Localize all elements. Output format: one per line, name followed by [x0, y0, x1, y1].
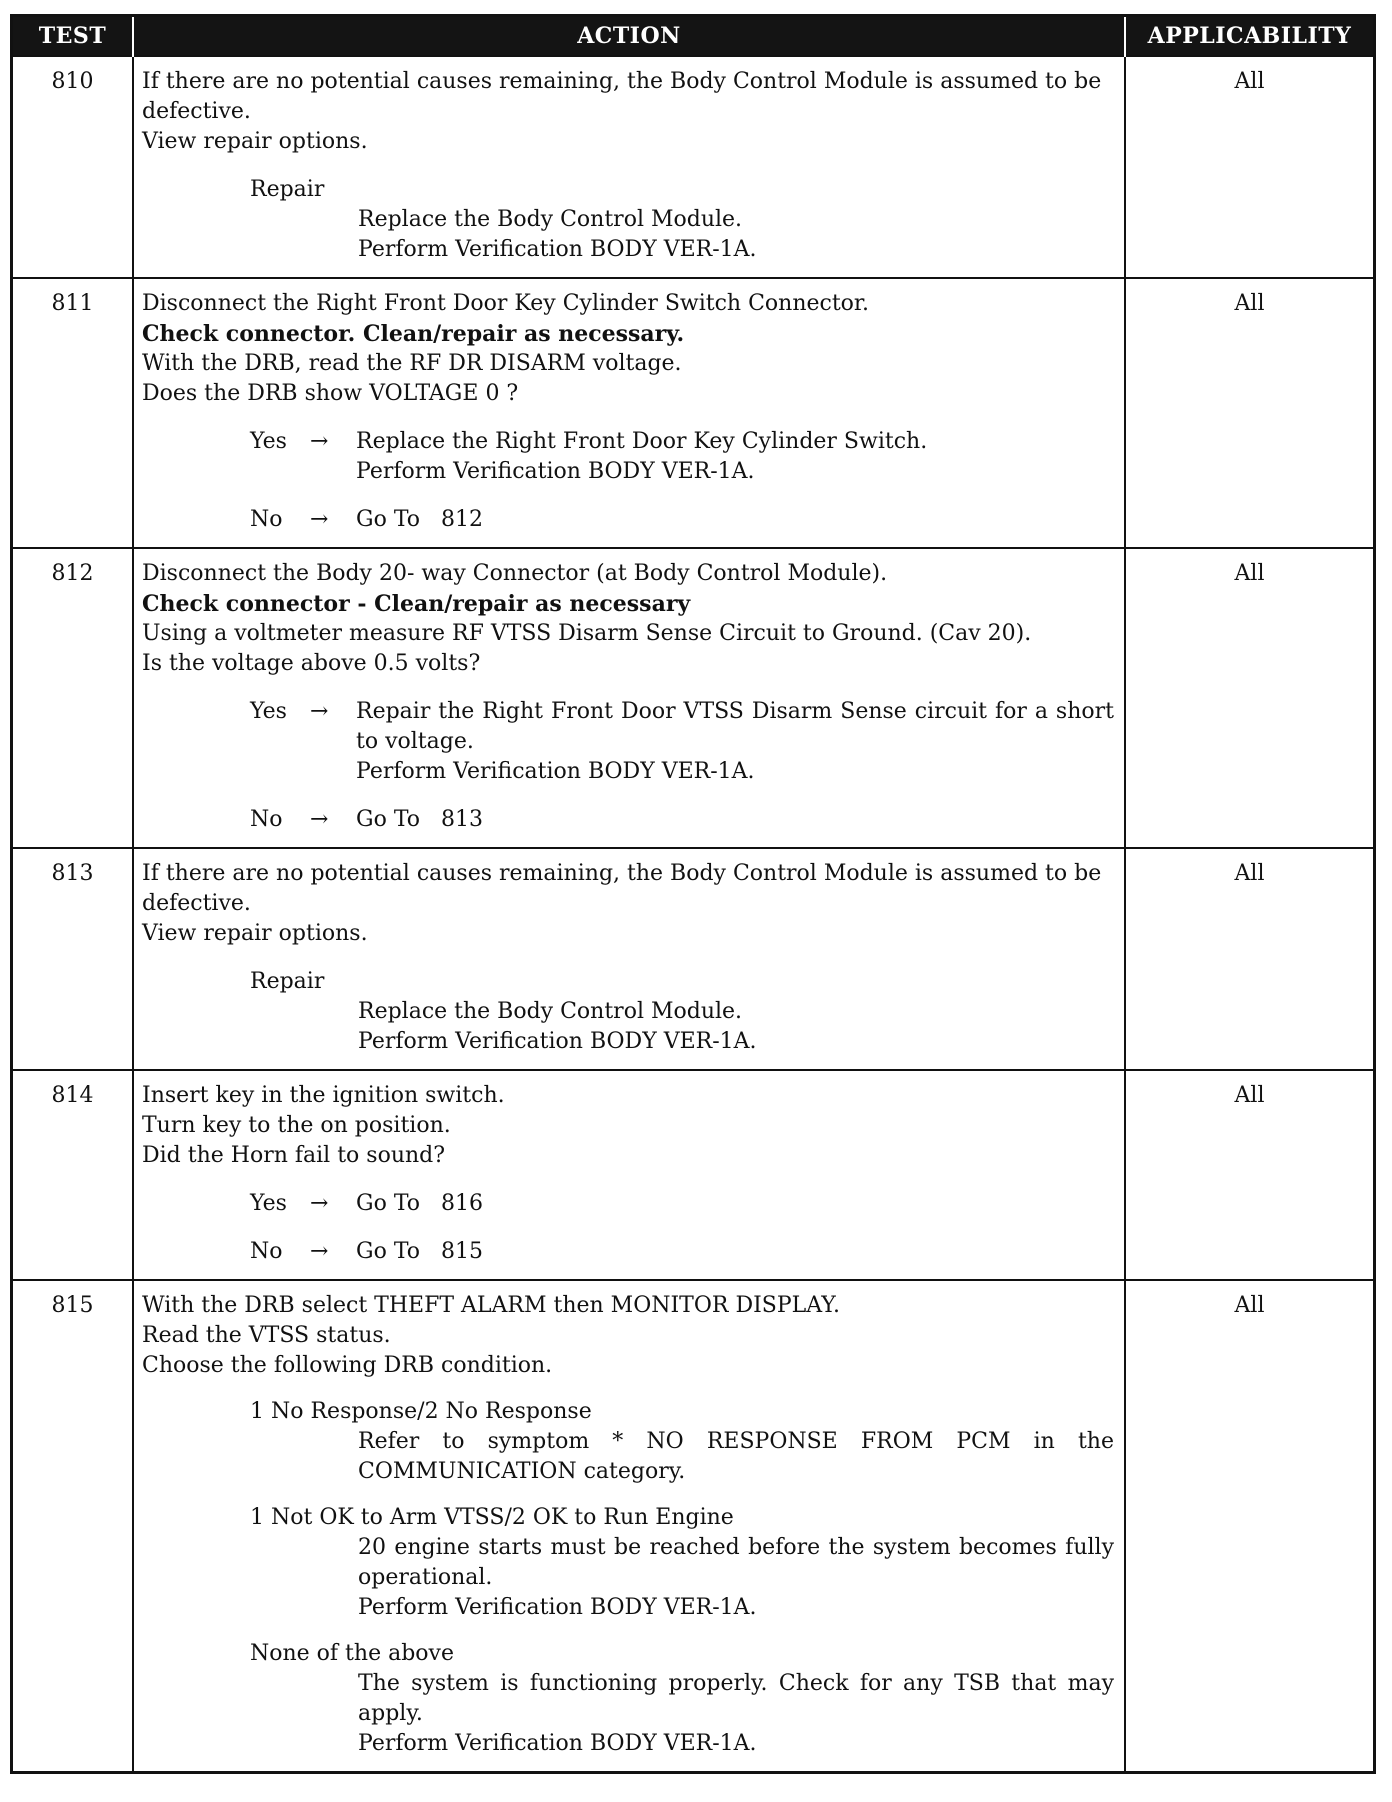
- action-line: Did the Horn fail to sound?: [142, 1143, 446, 1168]
- applicability-value: All: [1125, 1280, 1373, 1771]
- action-line: Turn key to the on position.: [142, 1113, 451, 1138]
- test-row-814: [13, 1070, 1373, 1280]
- repair-step: Replace the Body Control Module.: [358, 207, 743, 232]
- no-label: No: [250, 807, 283, 832]
- condition-step: Perform Verification BODY VER-1A.: [358, 1595, 757, 1620]
- no-branch: [142, 505, 1114, 535]
- condition-step: Perform Verification BODY VER-1A.: [358, 1731, 757, 1756]
- action-line: With the DRB, read the RF DR DISARM voltage.: [142, 351, 682, 376]
- condition-label: 1 No Response/2 No Response: [250, 1399, 592, 1424]
- action-line: View repair options.: [142, 129, 368, 154]
- repair-step: Replace the Body Control Module.: [358, 999, 743, 1024]
- no-branch: [142, 1237, 1114, 1267]
- condition-step: 20 engine starts must be reached before the system becomes fully operational.: [358, 1535, 1114, 1590]
- action-line: Is the voltage above 0.5 volts?: [142, 651, 481, 676]
- action-line-emphasis: Check connector. Clean/repair as necessary.: [142, 321, 685, 347]
- arrow-right-icon: →: [310, 507, 329, 532]
- action-cell: [133, 278, 1125, 548]
- action-line: Disconnect the Body 20- way Connector (at Body Control Module).: [142, 561, 888, 586]
- arrow-right-icon: →: [310, 1191, 329, 1216]
- test-row-811: [13, 278, 1373, 548]
- test-number: 813: [13, 848, 133, 1070]
- test-number: 815: [13, 1280, 133, 1771]
- arrow-right-icon: →: [310, 807, 329, 832]
- action-cell: [133, 1280, 1125, 1771]
- action-cell: [133, 56, 1125, 278]
- repair-step: Perform Verification BODY VER-1A.: [358, 237, 757, 262]
- yes-label: Yes: [250, 699, 287, 724]
- no-label: No: [250, 507, 283, 532]
- arrow-right-icon: →: [310, 699, 329, 724]
- action-cell: [133, 1070, 1125, 1280]
- repair-block: [142, 175, 1114, 265]
- header-test: TEST: [13, 17, 133, 56]
- test-row-813: [13, 848, 1373, 1070]
- action-line: Choose the following DRB condition.: [142, 1353, 553, 1378]
- action-cell: [133, 548, 1125, 848]
- header-action: ACTION: [133, 17, 1125, 56]
- no-result: Go To 815: [356, 1239, 483, 1264]
- yes-label: Yes: [250, 429, 287, 454]
- no-result: Go To 812: [356, 507, 483, 532]
- action-cell: [133, 848, 1125, 1070]
- test-row-812: [13, 548, 1373, 848]
- test-number: 814: [13, 1070, 133, 1280]
- arrow-right-icon: →: [310, 1239, 329, 1264]
- no-branch: [142, 805, 1114, 835]
- yes-result: [356, 697, 1114, 787]
- test-row-815: [13, 1280, 1373, 1771]
- yes-branch: [142, 1189, 1114, 1219]
- yes-branch: [142, 697, 1114, 787]
- header-applicability: APPLICABILITY: [1125, 17, 1373, 56]
- drb-condition: [142, 1503, 1114, 1623]
- repair-label: Repair: [250, 969, 325, 994]
- condition-step: Refer to symptom * NO RESPONSE FROM PCM in the COMMUNICATION category.: [358, 1429, 1114, 1484]
- test-row-810: [13, 56, 1373, 278]
- test-number: 810: [13, 56, 133, 278]
- yes-branch: [142, 427, 1114, 487]
- repair-step: Perform Verification BODY VER-1A.: [358, 1029, 757, 1054]
- diagnostic-table: [13, 17, 1373, 1771]
- action-line: Using a voltmeter measure RF VTSS Disarm Sense Circuit to Ground. (Cav 20).: [142, 621, 1032, 646]
- no-label: No: [250, 1239, 283, 1264]
- arrow-right-icon: →: [310, 429, 329, 454]
- applicability-value: All: [1125, 848, 1373, 1070]
- action-line: Disconnect the Right Front Door Key Cylinder Switch Connector.: [142, 291, 870, 316]
- diagnostic-table-sheet: [10, 14, 1376, 1774]
- action-line-emphasis: Check connector - Clean/repair as necessary: [142, 591, 691, 617]
- condition-label: None of the above: [250, 1641, 454, 1666]
- test-number: 811: [13, 278, 133, 548]
- applicability-value: All: [1125, 548, 1373, 848]
- yes-step: Perform Verification BODY VER-1A.: [356, 459, 755, 484]
- repair-block: [142, 967, 1114, 1057]
- yes-step: Perform Verification BODY VER-1A.: [356, 759, 755, 784]
- repair-label: Repair: [250, 177, 325, 202]
- header-row: [13, 17, 1373, 56]
- yes-result: Go To 816: [356, 1191, 483, 1216]
- action-line: If there are no potential causes remaining, the Body Control Module is assumed to be defective.: [142, 861, 1102, 916]
- condition-step: The system is functioning properly. Check for any TSB that may apply.: [358, 1671, 1114, 1726]
- action-line: Insert key in the ignition switch.: [142, 1083, 505, 1108]
- no-result: Go To 813: [356, 807, 483, 832]
- applicability-value: All: [1125, 278, 1373, 548]
- applicability-value: All: [1125, 56, 1373, 278]
- yes-step: Repair the Right Front Door VTSS Disarm Sense circuit for a short to voltage.: [356, 699, 1114, 754]
- yes-label: Yes: [250, 1191, 287, 1216]
- drb-condition: [142, 1397, 1114, 1487]
- yes-step: Replace the Right Front Door Key Cylinder Switch.: [356, 429, 928, 454]
- condition-label: 1 Not OK to Arm VTSS/2 OK to Run Engine: [250, 1505, 734, 1530]
- applicability-value: All: [1125, 1070, 1373, 1280]
- yes-result: [356, 427, 1114, 487]
- action-line: Does the DRB show VOLTAGE 0 ?: [142, 381, 519, 406]
- action-line: View repair options.: [142, 921, 368, 946]
- test-number: 812: [13, 548, 133, 848]
- action-line: With the DRB select THEFT ALARM then MONITOR DISPLAY.: [142, 1293, 840, 1318]
- action-line: If there are no potential causes remaining, the Body Control Module is assumed to be defective.: [142, 69, 1102, 124]
- drb-condition: [142, 1639, 1114, 1759]
- action-line: Read the VTSS status.: [142, 1323, 391, 1348]
